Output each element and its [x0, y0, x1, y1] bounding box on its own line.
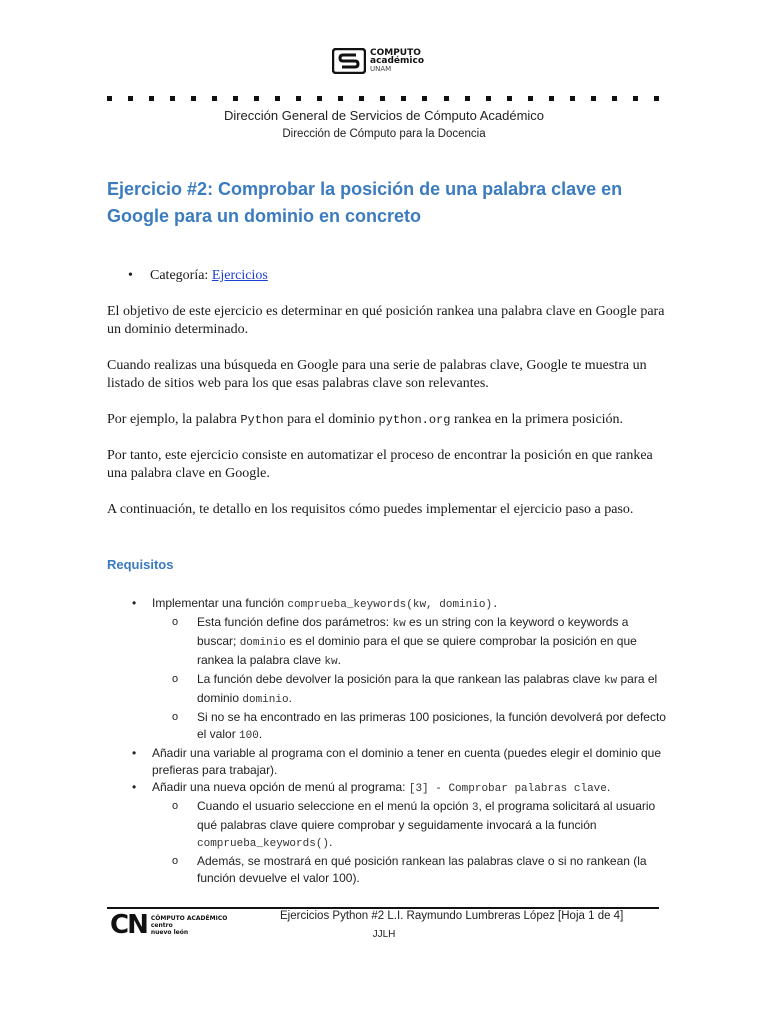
example-text-a: Por ejemplo, la palabra — [107, 412, 237, 427]
logo-text — [370, 49, 424, 73]
logo-text-line1: COMPUTO — [370, 48, 421, 58]
list-item: • Añadir una variable al programa con el dominio a tener en cuenta (puedes elegir el dominio que prefieras para trabajar). — [132, 746, 661, 777]
paragraph-search: Cuando realizas una búsqueda en Google para una serie de palabras clave, Google te muestra un listado de sitios web para los que esas palabras clave son relevantes. — [107, 358, 647, 391]
example-text-b: para el dominio — [287, 412, 375, 427]
list-item: o Si no se ha encontrado en las primeras 100 posiciones, la función devolverá por defecto el valor 100. — [172, 710, 666, 742]
logo-text-line2: académico — [370, 56, 425, 66]
code-function-signature: comprueba_keywords(kw, dominio). — [287, 599, 499, 611]
sub-bullet-icon: o — [172, 673, 179, 685]
sub-bullet-icon: o — [172, 855, 179, 867]
logo-text-line3: UNAM — [370, 65, 392, 73]
bullet-icon: • — [132, 780, 137, 794]
example-code-python: Python — [240, 413, 284, 427]
list-item: o La función debe devolver la posición para la que rankean las palabras clave kw para el dominio dominio. — [172, 672, 658, 706]
requirements-heading: Requisitos — [107, 557, 174, 572]
dotted-divider — [107, 96, 659, 102]
bullet-icon: • — [132, 596, 137, 610]
category-item — [128, 268, 268, 284]
list-item: o Cuando el usuario seleccione en el menú la opción 3, el programa solicitará al usuario qué palabras clave quiere comprobar y seguidamente invocará a la función comprueba_keywords(). — [172, 799, 656, 850]
paragraph-example — [107, 411, 667, 429]
sub-bullet-icon: o — [172, 616, 179, 628]
footer-initials: JJLH — [372, 929, 396, 940]
cn-logo-icon: CN — [110, 910, 147, 940]
header-institution: Dirección General de Servicios de Cómputo Académico — [223, 108, 545, 123]
footer-text: Ejercicios Python #2 L.I. Raymundo Lumbreras López [Hoja 1 de 4] — [280, 910, 624, 922]
list-item: • Añadir una nueva opción de menú al programa: [3] - Comprobar palabras clave. — [132, 780, 611, 795]
requirements-list — [107, 595, 667, 887]
paragraph-purpose: Por tanto, este ejercicio consiste en automatizar el proceso de encontrar la posición en que rankea una palabra clave en Google. — [107, 448, 653, 481]
category-link[interactable]: Ejercicios — [211, 268, 268, 283]
page-title: Ejercicio #2: Comprobar la posición de una palabra clave en Google para un dominio en concreto — [107, 179, 623, 226]
list-item: o Además, se mostrará en qué posición rankean las palabras clave o si no rankean (la función devuelve el valor 100). — [172, 854, 647, 885]
bullet-icon: • — [132, 746, 137, 760]
example-text-c: rankea en la primera posición. — [453, 412, 624, 427]
category-label: Categoría: — [150, 268, 209, 283]
footer-logo-text: CÓMPUTO ACADÉMICO centro nuevo león — [150, 914, 228, 936]
paragraph-next: A continuación, te detallo en los requisitos cómo puedes implementar el ejercicio paso a paso. — [107, 502, 634, 517]
computo-academico-logo-icon — [332, 48, 366, 74]
sub-bullet-icon: o — [172, 711, 179, 723]
example-code-domain: python.org — [378, 413, 451, 427]
code-menu-option: [3] - Comprobar palabras clave — [408, 783, 607, 795]
bullet-icon: • — [128, 268, 133, 283]
header-department: Dirección de Cómputo para la Docencia — [282, 128, 486, 140]
footer-divider — [107, 907, 659, 909]
list-item: • Implementar una función comprueba_keywords(kw, dominio). — [132, 596, 499, 611]
paragraph-objective: El objetivo de este ejercicio es determinar en qué posición rankea una palabra clave en Google para un dominio determinado. — [107, 304, 665, 337]
sub-bullet-icon: o — [172, 800, 179, 812]
list-item: o Esta función define dos parámetros: kw es un string con la keyword o keywords a buscar; dominio es el dominio para el que se quiere comprobar la posición en que rankea la palabra clave kw. — [172, 615, 637, 668]
header-logo — [332, 46, 442, 76]
